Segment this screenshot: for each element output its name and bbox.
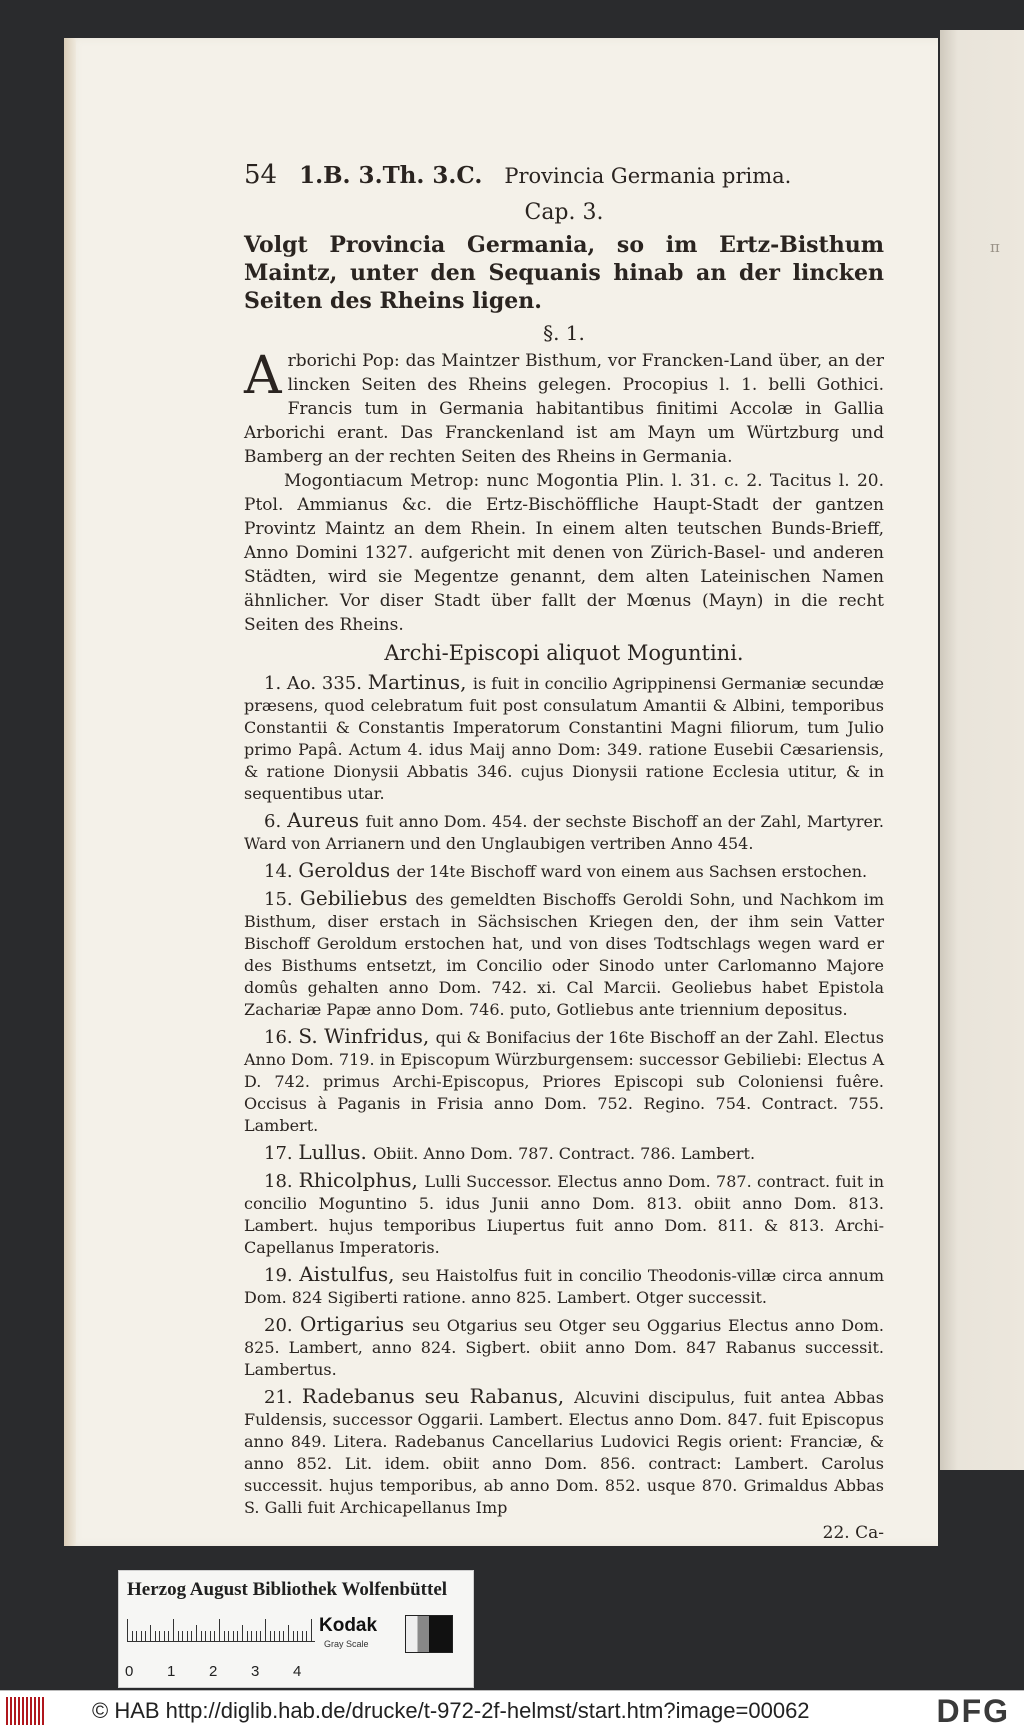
source-url[interactable]: © HAB http://diglib.hab.de/drucke/t-972-2f-helmst/start.htm?image=00062 <box>92 1698 810 1723</box>
gray-swatch <box>405 1615 453 1653</box>
ruler-tick <box>150 1625 151 1641</box>
gray-scale-label: Gray Scale <box>324 1639 369 1649</box>
entry-name: Gebiliebus <box>299 886 416 910</box>
archbishop-entry <box>244 809 884 855</box>
ruler-tick <box>191 1631 192 1641</box>
archbishop-entry <box>244 1025 884 1137</box>
entry-text: der 14te Bischoff ward von einem aus Sachsen erstochen. <box>396 862 868 881</box>
library-color-bar <box>118 1570 474 1688</box>
entry-number: 6. <box>264 811 288 832</box>
ruler-tick <box>210 1631 211 1641</box>
intro-text: rborichi Pop: das Maintzer Bisthum, vor Francken-Land über, an der lincken Seiten des Rheins gelegen. Procopius l. 1. belli Gothici. Francis tum in Germania habitantibus finitimi Accolæ in Gallia Arborichi erant. Das Franckenland ist am Mayn um Würtzburg und Bamberg an der rechten Seiten des Rheins in Germania. <box>244 351 884 467</box>
ruler-tick <box>136 1631 137 1641</box>
entry-number: 16. <box>264 1027 299 1048</box>
archbishop-entry <box>244 1141 884 1165</box>
running-header <box>244 160 884 190</box>
ruler-tick <box>214 1631 215 1641</box>
ruler-tick <box>132 1631 133 1641</box>
ruler-tick <box>247 1631 248 1641</box>
entry-name: S. Winfridus, <box>298 1024 436 1048</box>
entry-number: 17. <box>264 1143 299 1164</box>
ruler-tick <box>178 1631 179 1641</box>
ruler-tick <box>164 1631 165 1641</box>
entry-name: Lullus. <box>298 1140 374 1164</box>
entry-text: qui & Bonifacius der 16te Bischoff an der Zahl. Electus Anno Dom. 719. in Episcopum Würzburgensem: successor Gebiliebi: Electus A D. 742. primus Archi-Episcopus, Priores Episcopi sub Coloniensi fuêre. Occisus à Paganis in Frisia anno Dom. 752. Regino. 754. Contract. 755. Lambert. <box>244 1028 884 1135</box>
catchword: 22. Ca- <box>822 1523 884 1543</box>
ruler-tick <box>270 1631 271 1641</box>
page-text <box>244 160 884 1543</box>
entry-text: fuit anno Dom. 454. der sechste Bischoff an der Zahl, Martyrer. Ward von Arrianern und den Unglaubigen vertriben Anno 454. <box>244 812 884 853</box>
entry-text: des gemeldten Bischoffs Geroldi Sohn, und Nachkom im Bisthum, diser erstach in Sächsischen Kriegen den, der ihm sein Vatter Bischoff Geroldum erstochen hat, und von dises Todtschlags wegen ward er des Bisthums entsetzt, im Concilio oder Sinodo unter Carlomanno Majore domûs gehalten anno Dom. 742. xi. Cal Marcii. Geoliebus habet Epistola Zachariæ Papæ anno Dom. 746. puto, Gotliebus ante triennium depositus. <box>244 890 884 1019</box>
ruler-tick <box>297 1631 298 1641</box>
archbishop-entry <box>244 1385 884 1519</box>
ruler-tick <box>306 1631 307 1641</box>
ruler-tick <box>182 1631 183 1641</box>
ruler-tick <box>237 1631 238 1641</box>
entry-number: 18. <box>264 1171 299 1192</box>
entry-name: Ortigarius <box>299 1312 413 1336</box>
ruler-number: 1 <box>167 1663 176 1680</box>
ruler-number: 0 <box>125 1663 134 1680</box>
chapter-label: Cap. 3. <box>524 200 604 225</box>
ruler-tick <box>228 1631 229 1641</box>
ruler-tick <box>274 1631 275 1641</box>
library-name: Herzog August Bibliothek Wolfenbüttel <box>127 1579 448 1600</box>
hab-logo-icon <box>6 1697 46 1725</box>
entry-number: 19. <box>264 1265 300 1286</box>
entry-number: 15. <box>264 889 300 910</box>
entry-name: Rhicolphus, <box>298 1168 425 1192</box>
ruler-tick <box>279 1631 280 1641</box>
archbishops-subheading: Archi-Episcopi aliquot Moguntini. <box>384 641 744 665</box>
page-number: 54 <box>244 160 278 190</box>
ruler-tick <box>251 1631 252 1641</box>
running-title: Provincia Germania prima. <box>504 164 792 188</box>
entry-text: Alcuvini discipulus, fuit antea Abbas Fuldensis, successor Oggarii. Lambert. Electus anno Dom. 847. fuit Episcopus anno 849. Litera. Radebanus Cancellarius Ludovici Regis orient: Franciæ, & anno 852. Lit. idem. obiit anno Dom. 856. contract: Lambert. Carolus successit. hujus temporibus, ab anno Dom. 852. usque 870. Grimaldus Abbas S. Galli fuit Archicapellanus Imp <box>244 1388 884 1517</box>
ruler-tick <box>311 1619 312 1641</box>
ruler-number: 4 <box>293 1663 302 1680</box>
entry-text: Obiit. Anno Dom. 787. Contract. 786. Lambert. <box>373 1144 756 1163</box>
ruler-tick <box>127 1619 128 1641</box>
mogontiacum-paragraph: Mogontiacum Metrop: nunc Mogontia Plin. l. 31. c. 2. Tacitus l. 20. Ptol. Ammianus &c. die Ertz-Bischöffliche Haupt-Stadt der gantzen Provintz Maintz an dem Rhein. In einem alten teutschen Bunds-Brieff, Anno Domini 1327. aufgericht mit denen von Zürich-Basel- und anderen Städten, wird sie Megentze genannt, dem alten Lateinischen Namen ähnlicher. Vor diser Stadt über fallt der Mœnus (Mayn) in die recht Seiten des Rheins. <box>244 471 884 635</box>
ruler-tick <box>265 1619 266 1641</box>
ruler-tick <box>187 1631 188 1641</box>
ruler-tick <box>145 1631 146 1641</box>
archbishop-entry <box>244 1263 884 1309</box>
drop-cap: A <box>244 346 282 406</box>
running-abbreviation: 1.B. 3.Th. 3.C. <box>299 162 483 189</box>
ruler-tick <box>155 1631 156 1641</box>
ruler-number: 2 <box>209 1663 218 1680</box>
entry-number: 20. <box>264 1315 300 1336</box>
entry-number: 1. Ao. 335. <box>264 673 368 694</box>
facing-page-edge: π <box>940 30 1024 1470</box>
entry-name: Radebanus seu Rabanus, <box>301 1384 575 1408</box>
dfg-logo: DFG <box>936 1693 1010 1729</box>
ruler-tick <box>219 1619 220 1641</box>
chapter-heading: Volgt Provincia Germania, so im Ertz-Bisthum Maintz, unter den Sequanis hinab an der lincken Seiten des Rheins ligen. <box>244 232 884 314</box>
ruler-tick <box>293 1631 294 1641</box>
ruler-tick <box>302 1631 303 1641</box>
footer-bar <box>0 1690 1024 1731</box>
ruler-tick <box>256 1631 257 1641</box>
entry-name: Geroldus <box>298 858 397 882</box>
entry-number: 14. <box>264 861 299 882</box>
entry-text: Lulli Successor. Electus anno Dom. 787. contract. fuit in concilio Moguntino 5. idus Junii anno Dom. 813. obiit anno Dom. 813. Lambert. hujus temporibus Liupertus fuit anno Dom. 811. & 813. Archi-Capellanus Imperatoris. <box>244 1172 884 1257</box>
ruler-tick <box>260 1631 261 1641</box>
ruler-tick <box>173 1619 174 1641</box>
scale-ruler <box>127 1615 315 1642</box>
ruler-tick <box>141 1631 142 1641</box>
ruler-tick <box>224 1631 225 1641</box>
ruler-tick <box>196 1625 197 1641</box>
section-marker: §. 1. <box>543 321 585 345</box>
entry-text: seu Otgarius seu Otger seu Oggarius Electus anno Dom. 825. Lambert, anno 824. Sigbert. obiit anno Dom. 847 Rabanus successit. Lambertus. <box>244 1316 885 1379</box>
archbishop-entry <box>244 671 884 805</box>
ruler-tick <box>233 1631 234 1641</box>
ruler-tick <box>201 1631 202 1641</box>
entry-text: seu Haistolfus fuit in concilio Theodonis-villæ circa annum Dom. 824 Sigiberti ratione. anno 825. Lambert. Otger successit. <box>244 1266 884 1307</box>
ruler-number: 3 <box>251 1663 260 1680</box>
entry-text: is fuit in concilio Agrippinensi Germaniæ secundæ præsens, quod celebratum fuit post consulatum Amantii & Albini, temporibus Constantii & Constantis Imperatorum Constantini Magni filiorum, tum Julio primo Papâ. Actum 4. idus Maij anno Dom: 349. ratione Eusebii Cæsariensis, & ratione Dionysii Abbatis 346. cujus Dionysii ratione Ecclesia utitur, & in sequentibus utar. <box>244 674 884 803</box>
intro-paragraph <box>244 346 884 469</box>
ruler-tick <box>288 1625 289 1641</box>
page-gutter-edge <box>64 38 76 1546</box>
ruler-tick <box>168 1631 169 1641</box>
archbishop-entry <box>244 1313 884 1381</box>
kodak-logo: Kodak <box>319 1615 378 1636</box>
ruler-tick <box>242 1625 243 1641</box>
entry-number: 21. <box>264 1387 302 1408</box>
ruler-tick <box>159 1631 160 1641</box>
ruler-tick <box>283 1631 284 1641</box>
archbishop-entry <box>244 887 884 1021</box>
archbishop-entry <box>244 859 884 883</box>
archbishop-entry <box>244 1169 884 1259</box>
entry-name: Martinus, <box>367 670 473 694</box>
entry-name: Aistulfus, <box>299 1262 402 1286</box>
ruler-tick <box>205 1631 206 1641</box>
entry-name: Aureus <box>287 808 366 832</box>
archbishop-list <box>244 671 884 1519</box>
